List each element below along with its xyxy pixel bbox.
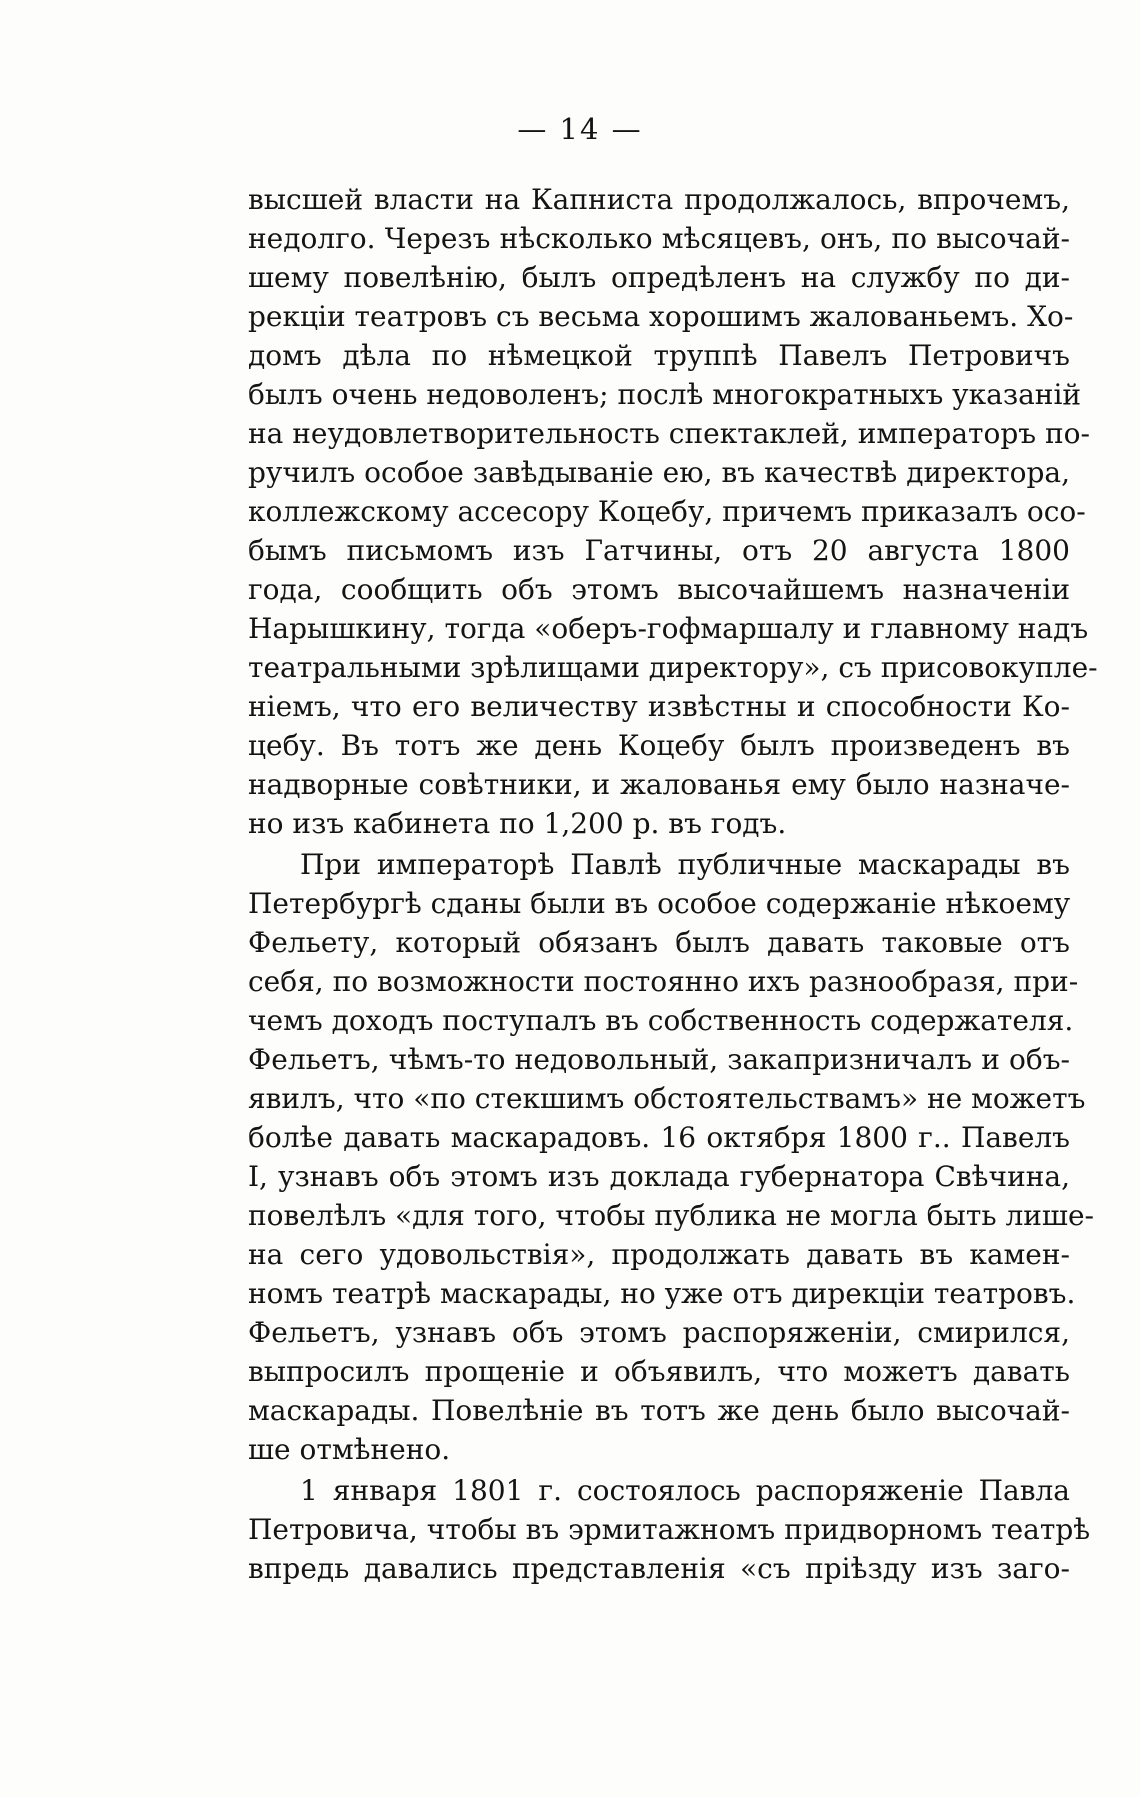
text-line: Нарышкину, тогда «оберъ-гофмаршалу и главному надъ <box>248 612 1089 645</box>
text-line: ручилъ особое завѣдываніе ею, въ качествѣ директора, <box>248 456 1070 489</box>
text-line: Петербургѣ сданы были въ особое содержаніе нѣкоему <box>248 887 1071 920</box>
text-line: но изъ кабинета по 1,200 р. въ годъ. <box>248 807 787 840</box>
text-line: номъ театрѣ маскарады, но уже отъ дирекціи театровъ. <box>248 1277 1076 1310</box>
text-line: на сего удовольствія», продолжать давать въ камен- <box>248 1238 1070 1271</box>
text-line: выпросилъ прощеніе и объявилъ, что можетъ давать <box>248 1355 1070 1388</box>
text-line: надворные совѣтники, и жалованья ему было назначе- <box>248 768 1070 801</box>
text-line: коллежскому ассесору Коцебу, причемъ приказалъ осо- <box>248 495 1086 528</box>
text-line: явилъ, что «по стекшимъ обстоятельствамъ» не можетъ <box>248 1082 1086 1115</box>
text-line: болѣе давать маскарадовъ. 16 октября 1800 г.. Павелъ <box>248 1121 1070 1154</box>
text-line: шему повелѣнію, былъ опредѣленъ на службу по ди- <box>248 261 1070 294</box>
text-line: Фельетъ, узнавъ объ этомъ распоряженіи, смирился, <box>248 1316 1070 1349</box>
text-line: домъ дѣла по нѣмецкой труппѣ Павелъ Петровичъ <box>248 339 1070 372</box>
text-line: недолго. Черезъ нѣсколько мѣсяцевъ, онъ, по высочай- <box>248 222 1070 255</box>
text-line: ше отмѣнено. <box>248 1433 451 1466</box>
text-line: на неудовлетворительность спектаклей, императоръ по- <box>248 417 1090 450</box>
text-line: ніемъ, что его величеству извѣстны и способности Ко- <box>248 690 1070 723</box>
text-line: маскарады. Повелѣніе въ тотъ же день было высочай- <box>248 1394 1070 1427</box>
text-line: былъ очень недоволенъ; послѣ многократныхъ указаній <box>248 378 1082 411</box>
text-line: рекціи театровъ съ весьма хорошимъ жалованьемъ. Хо- <box>248 300 1074 333</box>
text-line: бымъ письмомъ изъ Гатчины, отъ 20 августа 1800 <box>248 534 1070 567</box>
text-line: года, сообщить объ этомъ высочайшемъ назначеніи <box>248 573 1070 606</box>
text-line: чемъ доходъ поступалъ въ собственность содержателя. <box>248 1004 1074 1037</box>
text-line: цебу. Въ тотъ же день Коцебу былъ произведенъ въ <box>248 729 1070 762</box>
text-line: I, узнавъ объ этомъ изъ доклада губернатора Свѣчина, <box>248 1160 1070 1193</box>
text-line: При императорѣ Павлѣ публичные маскарады въ <box>300 848 1070 881</box>
text-line: Петровича, чтобы въ эрмитажномъ придворномъ театрѣ <box>248 1513 1091 1546</box>
page-number: — 14 — <box>517 112 643 146</box>
text-line: впредь давались представленія «съ пріѣзду изъ заго- <box>248 1552 1070 1585</box>
text-line: повелѣлъ «для того, чтобы публика не могла быть лише- <box>248 1199 1094 1232</box>
text-line: себя, по возможности постоянно ихъ разнообразя, при- <box>248 965 1079 998</box>
text-line: 1 января 1801 г. состоялось распоряженіе Павла <box>300 1474 1070 1507</box>
text-line: высшей власти на Капниста продолжалось, впрочемъ, <box>248 183 1070 216</box>
text-line: театральными зрѣлищами директору», съ присовокупле- <box>248 651 1098 684</box>
text-line: Фельетъ, чѣмъ-то недовольный, закапризничалъ и объ- <box>248 1043 1070 1076</box>
text-line: Фельету, который обязанъ былъ давать таковые отъ <box>248 926 1070 959</box>
